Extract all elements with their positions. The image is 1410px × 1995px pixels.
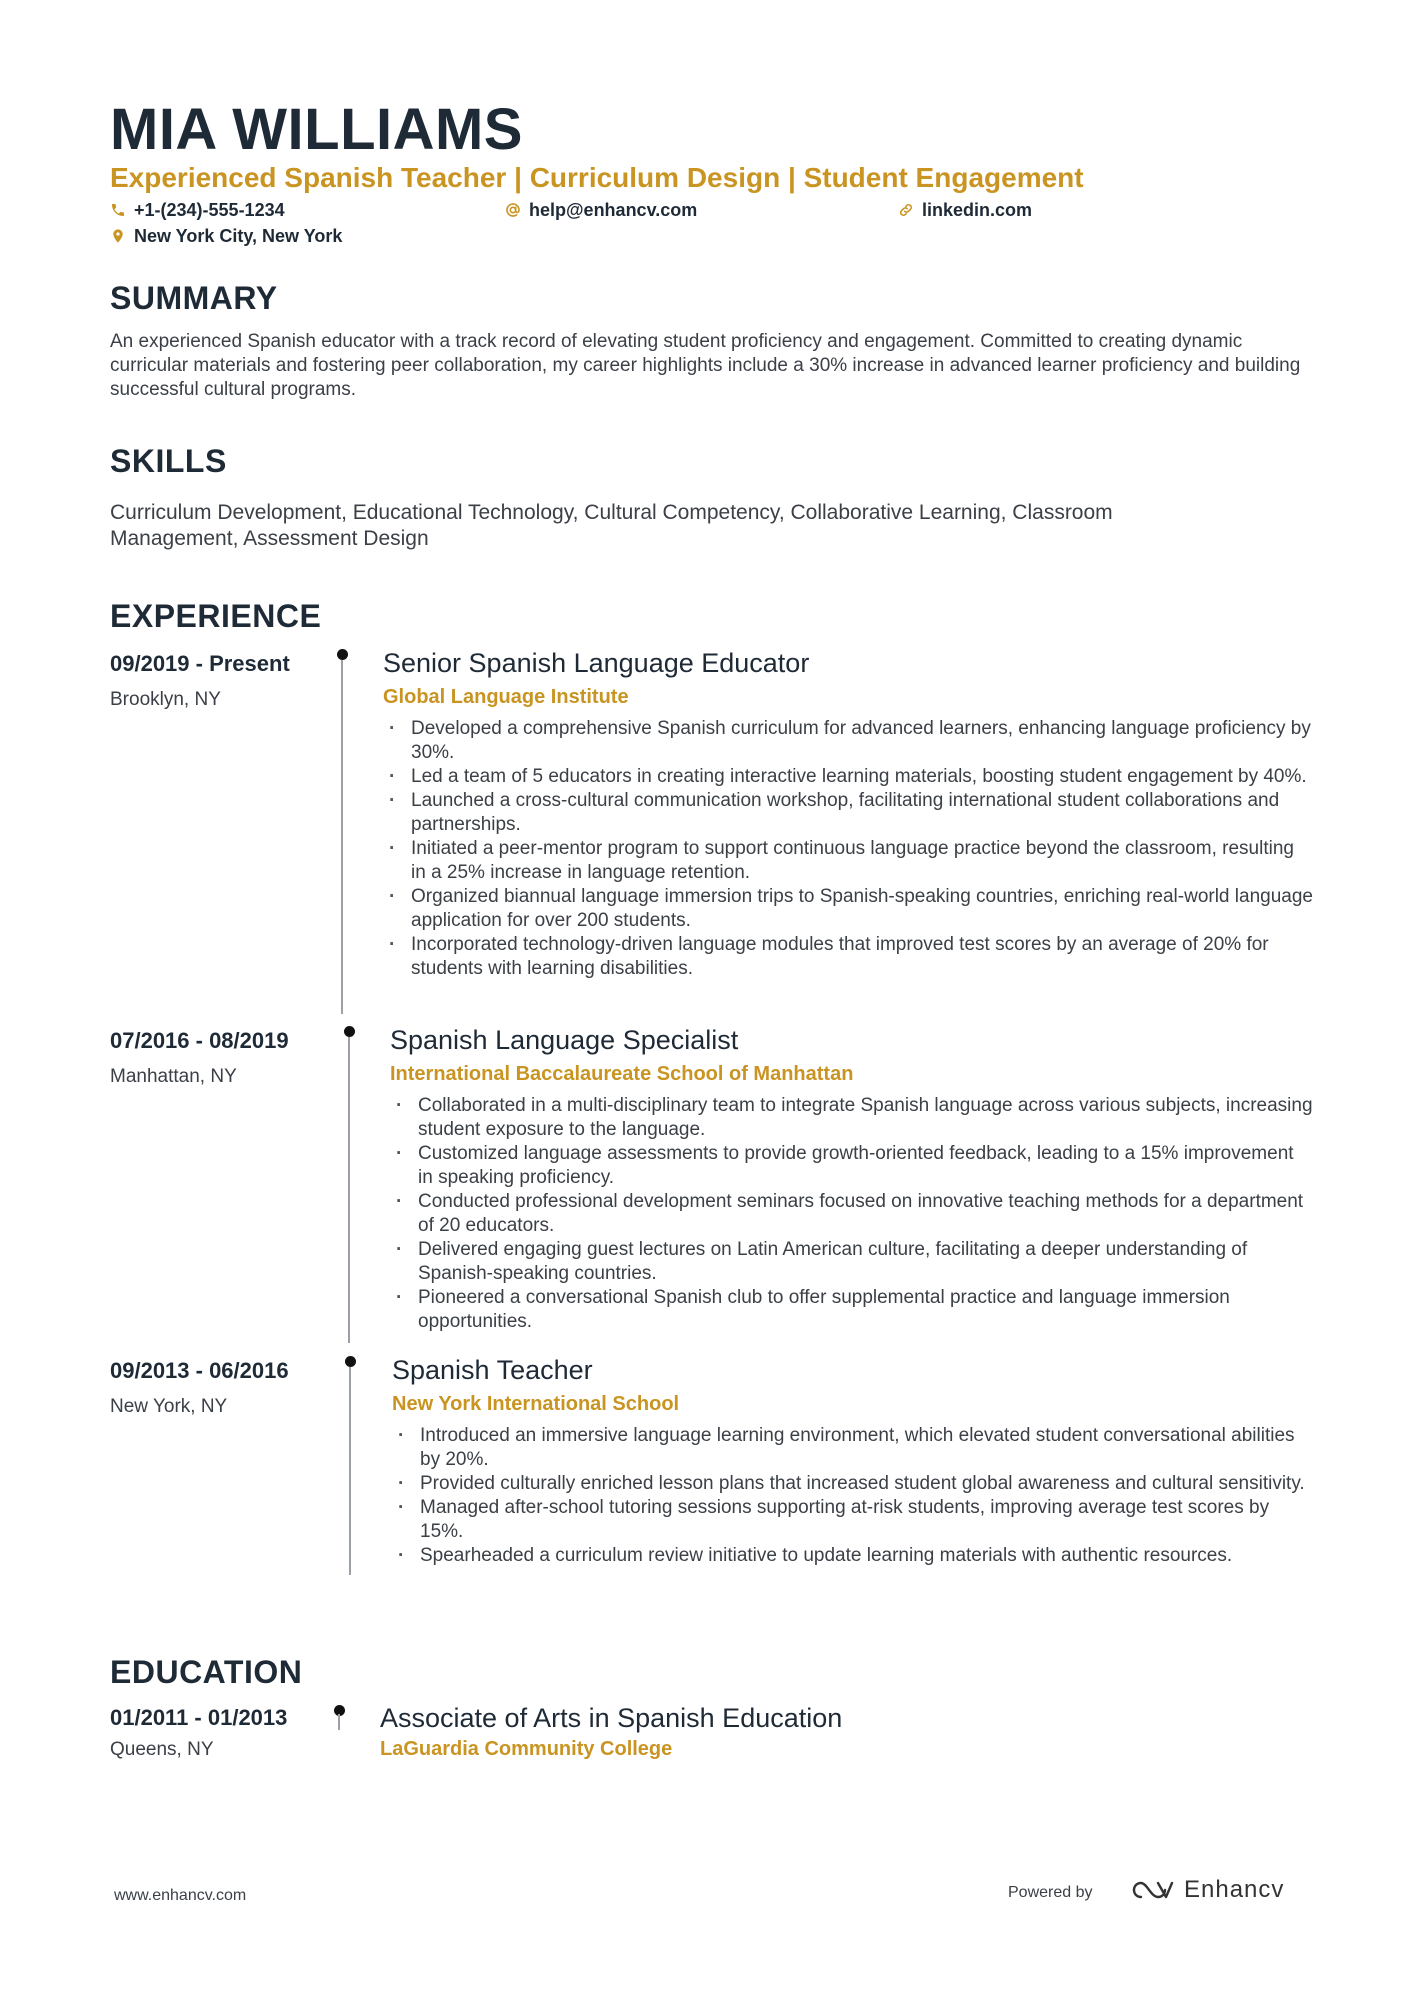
summary-text: An experienced Spanish educator with a track record of elevating student proficiency and engagement. Committed to creating dynamic curricular materials and fostering peer collaboration, my career highlights include a 30% increase in advanced learner proficiency and building successful cultural programs. [110,331,1301,400]
job-location: Brooklyn, NY [110,689,221,710]
email-text: help@enhancv.com [529,200,698,220]
timeline-line [348,1037,350,1343]
location-pin-icon [110,228,126,244]
contact-linkedin[interactable] [898,198,1032,222]
bullet-item: · Conducted professional development seminars focused on innovative teaching methods for a department of 20 educators. [390,1190,1313,1238]
job-bullets [392,1424,1313,1568]
job-title: Spanish Language Specialist [390,1025,739,1055]
job-bullets [390,1094,1313,1334]
degree-title: Associate of Arts in Spanish Education [380,1703,843,1733]
bullet-item: · Led a team of 5 educators in creating interactive learning materials, boosting student engagement by 40%. [383,765,1313,789]
skills-heading: SKILLS [110,443,227,479]
linkedin-text: linkedin.com [922,200,1033,220]
enhancv-logo[interactable] [1130,1876,1284,1904]
contact-phone[interactable] [110,198,285,222]
bullet-item: · Introduced an immersive language learning environment, which elevated student conversational abilities by 20%. [392,1424,1313,1472]
company-name: Global Language Institute [383,686,629,708]
headline: Experienced Spanish Teacher | Curriculum Design | Student Engagement [110,162,1084,193]
bullet-item: · Organized biannual language immersion trips to Spanish-speaking countries, enriching real-world language application for over 200 students. [383,885,1313,933]
company-name: International Baccalaureate School of Manhattan [390,1063,854,1085]
footer-url[interactable]: www.enhancv.com [114,1887,247,1904]
job-location: Manhattan, NY [110,1066,237,1087]
education-heading: EDUCATION [110,1654,303,1690]
job-dates: 09/2019 - Present [110,651,290,676]
timeline-dot [344,1026,355,1037]
bullet-item: · Launched a cross-cultural communication workshop, facilitating international student collaborations and partnerships. [383,789,1313,837]
school-name: LaGuardia Community College [380,1738,673,1760]
job-title: Senior Spanish Language Educator [383,648,810,678]
enhancv-logo-icon [1130,1877,1176,1903]
job-bullets [383,717,1313,981]
job-location: New York, NY [110,1396,228,1417]
timeline-line [341,660,343,1014]
timeline-dot [345,1356,356,1367]
bullet-item: · Provided culturally enriched lesson plans that increased student global awareness and cultural sensitivity. [392,1472,1313,1496]
timeline-line [349,1367,351,1575]
job-title: Spanish Teacher [392,1355,593,1385]
contact-email[interactable] [505,198,697,222]
bullet-item: · Incorporated technology-driven language modules that improved test scores by an average of 20% for students with learning disabilities. [383,933,1313,981]
phone-icon [110,202,126,218]
timeline-line [338,1714,340,1730]
timeline-dot [337,649,348,660]
summary-heading: SUMMARY [110,280,278,316]
contact-location [110,224,342,248]
education-location: Queens, NY [110,1739,214,1760]
at-icon [505,202,521,218]
bullet-item: · Initiated a peer-mentor program to support continuous language practice beyond the classroom, resulting in a 25% increase in language retention. [383,837,1313,885]
job-dates: 09/2013 - 06/2016 [110,1358,289,1383]
bullet-item: · Delivered engaging guest lectures on Latin American culture, facilitating a deeper understanding of Spanish-speaking countries. [390,1238,1313,1286]
job-dates: 07/2016 - 08/2019 [110,1028,289,1053]
bullet-item: · Collaborated in a multi-disciplinary team to integrate Spanish language across various subjects, increasing student exposure to the language. [390,1094,1313,1142]
experience-heading: EXPERIENCE [110,598,322,634]
candidate-name: MIA WILLIAMS [110,97,523,162]
phone-text: +1-(234)-555-1234 [134,200,285,220]
skills-text: Curriculum Development, Educational Technology, Cultural Competency, Collaborative Learning, Classroom Management, Assessment Design [110,501,1113,550]
powered-by-label: Powered by [1008,1884,1093,1901]
bullet-item: · Managed after-school tutoring sessions supporting at-risk students, improving average test scores by 15%. [392,1496,1313,1544]
company-name: New York International School [392,1393,680,1415]
education-dates: 01/2011 - 01/2013 [110,1705,288,1730]
bullet-item: · Spearheaded a curriculum review initiative to update learning materials with authentic resources. [392,1544,1313,1568]
brand-name: Enhancv [1184,1876,1285,1903]
bullet-item: · Pioneered a conversational Spanish club to offer supplemental practice and language immersion opportunities. [390,1286,1313,1334]
link-icon [898,202,914,218]
bullet-item: · Customized language assessments to provide growth-oriented feedback, leading to a 15% improvement in speaking proficiency. [390,1142,1313,1190]
location-text: New York City, New York [134,226,343,246]
bullet-item: · Developed a comprehensive Spanish curriculum for advanced learners, enhancing language proficiency by 30%. [383,717,1313,765]
